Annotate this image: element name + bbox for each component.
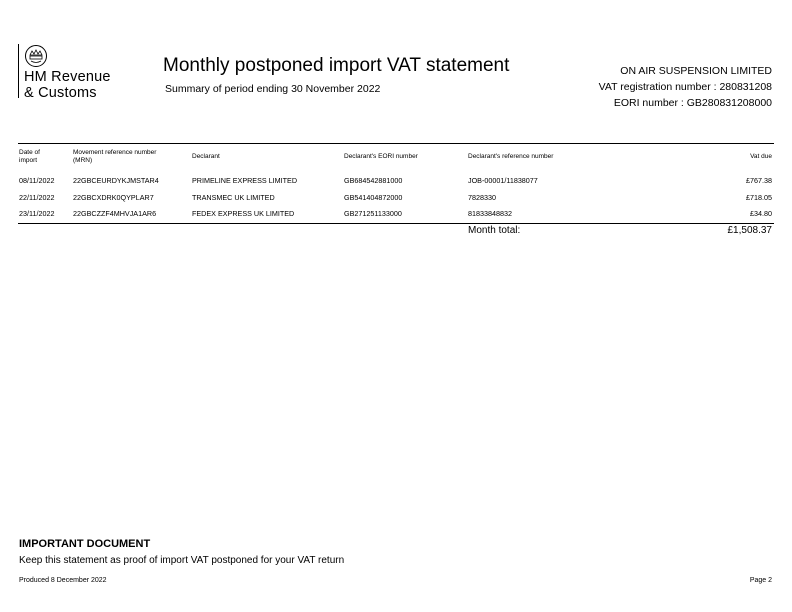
row-date: 23/11/2022 xyxy=(19,209,55,218)
row-declarant: PRIMELINE EXPRESS LIMITED xyxy=(192,176,298,185)
table-top-rule xyxy=(18,143,774,144)
important-document-text: Keep this statement as proof of import VAT postponed for your VAT return xyxy=(19,555,345,566)
month-total-value: £1,508.37 xyxy=(727,225,772,236)
col-header-declarant-eori: Declarant's EORI number xyxy=(344,153,418,160)
month-total-label: Month total: xyxy=(468,225,521,236)
row-date: 22/11/2022 xyxy=(19,193,55,202)
logo-divider xyxy=(18,44,19,98)
row-declarant-ref: 7828330 xyxy=(468,193,496,202)
row-vat-due: £34.80 xyxy=(750,209,772,218)
brand-line-1: HM Revenue xyxy=(24,69,111,85)
row-mrn: 22GBCEURDYKJMSTAR4 xyxy=(73,176,159,185)
page-number: Page 2 xyxy=(749,577,772,584)
company-name: ON AIR SUSPENSION LIMITED xyxy=(620,65,772,77)
row-date: 08/11/2022 xyxy=(19,176,55,185)
produced-date: Produced 8 December 2022 xyxy=(19,577,107,584)
brand-line-2: & Customs xyxy=(24,85,97,101)
row-declarant-eori: GB684542881000 xyxy=(344,176,403,185)
col-header-mrn: Movement reference number (MRN) xyxy=(73,149,157,164)
eori-number: EORI number : GB280831208000 xyxy=(613,97,772,109)
row-vat-due: £767.38 xyxy=(746,176,772,185)
row-declarant-eori: GB271251133000 xyxy=(344,209,402,218)
row-declarant-ref: 81833848832 xyxy=(468,209,512,218)
col-header-declarant: Declarant xyxy=(192,153,220,160)
col-header-declarant-ref: Declarant's reference number xyxy=(468,153,554,160)
col-header-date: Date of import xyxy=(19,149,40,164)
page-title: Monthly postponed import VAT statement xyxy=(163,55,510,76)
important-document-heading: IMPORTANT DOCUMENT xyxy=(19,538,151,550)
crown-crest-icon xyxy=(24,44,48,68)
vat-registration-number: VAT registration number : 280831208 xyxy=(598,81,772,93)
row-vat-due: £718.05 xyxy=(746,193,772,202)
row-declarant-ref: JOB-00001/11838077 xyxy=(468,176,538,185)
row-mrn: 22GBCXDRK0QYPLAR7 xyxy=(73,193,154,202)
table-bottom-rule xyxy=(18,223,774,224)
row-declarant: TRANSMEC UK LIMITED xyxy=(192,193,275,202)
row-mrn: 22GBCZZF4MHVJA1AR6 xyxy=(73,209,157,218)
period-subtitle: Summary of period ending 30 November 2022 xyxy=(165,83,381,95)
col-header-vat-due: Vat due xyxy=(750,153,772,160)
row-declarant: FEDEX EXPRESS UK LIMITED xyxy=(192,209,295,218)
row-declarant-eori: GB541404872000 xyxy=(344,193,403,202)
